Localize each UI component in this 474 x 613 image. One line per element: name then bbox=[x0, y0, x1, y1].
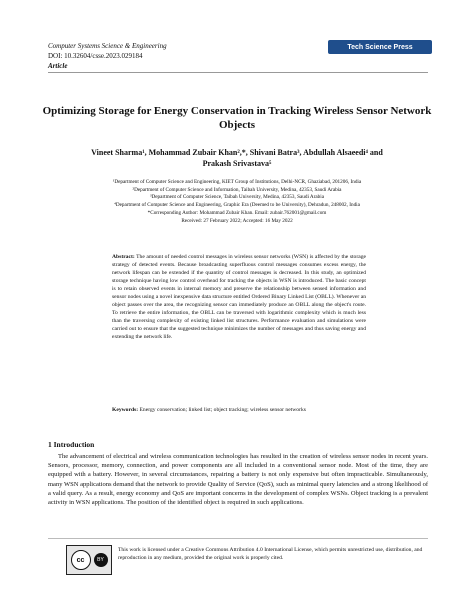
affiliation-1: ¹Department of Computer Science and Engineering, KIET Group of Institutions, Delhi-NCR, Ghaziabad, 201206, India bbox=[112, 179, 362, 185]
abstract bbox=[112, 253, 366, 342]
section-heading-introduction: 1 Introduction bbox=[48, 440, 95, 449]
cc-by-badge[interactable] bbox=[66, 545, 112, 575]
publisher-logo bbox=[328, 40, 432, 54]
by-icon-label: BY bbox=[97, 557, 104, 563]
corresponding-author: *Corresponding Author: Mohammad Zubair Khan. Email: zubair.762001@gmail.com bbox=[147, 209, 327, 216]
cc-icon bbox=[71, 550, 91, 570]
journal-name: Computer Systems Science & Engineering bbox=[48, 42, 167, 50]
affiliation-2: ²Department of Computer Science and Information, Taibah University, Medina, 42353, Saudi Arabia bbox=[132, 186, 342, 193]
author-list bbox=[40, 147, 434, 169]
abstract-label: Abstract: bbox=[112, 254, 135, 260]
author-line-1: Vineet Sharma¹, Mohammad Zubair Khan²,*, Shivani Batra³, Abdullah Alsaeedi⁴ and bbox=[91, 148, 383, 157]
keywords-label: Keywords: bbox=[112, 407, 139, 413]
paper-title: Optimizing Storage for Energy Conservation in Tracking Wireless Sensor Network Objects bbox=[42, 105, 432, 131]
publisher-logo-text: Tech Science Press bbox=[347, 43, 413, 51]
keywords-text: Energy conservation; linked list; object tracking; wireless sensor networks bbox=[139, 407, 306, 413]
doi-link[interactable]: DOI: 10.32604/csse.2023.029184 bbox=[48, 52, 143, 60]
keywords bbox=[112, 406, 366, 414]
introduction-text: The advancement of electrical and wireless communication technologies has resulted in the creation of wireless sensor nodes in recent years. Sensors, processor, memory, connection, and power components are all included in a conventional sensor node. Most of the time, they are equipped with a battery. However, in several circumstances, repairing a battery is not only expensive but often impracticable. Simultaneously, many WSN applications demand that the network to provide Quality of Service (QoS), such as minimal query latencies and a strong likelihood of a valid query. As a result, energy economy and QoS are important concerns in the development of complex WSNs. Object tracking is a prevalent activity in WSN applications. The position of the identified object is required in such applications. bbox=[48, 453, 428, 507]
received-accepted: Received: 27 February 2022; Accepted: 16 May 2022 bbox=[181, 217, 293, 224]
header-divider bbox=[48, 72, 428, 73]
footer-divider bbox=[48, 538, 428, 539]
affiliation-3: ³Department of Computer Science, Taibah University, Medina, 42353, Saudi Arabia bbox=[149, 194, 325, 201]
affiliations bbox=[40, 179, 434, 225]
affiliation-4: ⁴Department of Computer Science and Engineering, Graphic Era (Deemed to be University), Dehradun, 248002, India bbox=[114, 202, 360, 209]
author-line-2: Prakash Srivastava⁵ bbox=[202, 159, 272, 168]
article-type: Article bbox=[48, 62, 68, 70]
license-text: This work is licensed under a Creative Commons Attribution 4.0 International License, which permits unrestricted use, distribution, and reproduction in any medium, provided the original work is properly cited. bbox=[118, 547, 423, 561]
cc-icon-label: cc bbox=[76, 556, 85, 564]
abstract-text: The amount of needed control messages in wireless sensor networks (WSN) is affected by the storage strategy of detected events. Because broadcasting superfluous control messages consumes excess energy, the network lifespan can be extended if the quantity of control messages is decreased. In this study, an optimized storage technique having low control overhead for tracking the objects in WSN is introduced. The basic concept is to retain observed events in internal memory and preserve the relationship between sensed information and sensor nodes using a novel inexpensive data structure entitled Ordered Binary Linked List (OBLL). Whenever an object passes over the area, the recognizing sensor can immediately produce an OBLL along the object's route. To retrieve the entire information, the OBLL can be traversed with logarithmic complexity which is much less than the traversing complexity of existing linked list structures. Performance evaluation and simulations were carried out to ensure that the suggested technique minimizes the number of messages and thus saving energy and extending the network life. bbox=[112, 254, 366, 341]
by-icon bbox=[94, 553, 108, 567]
